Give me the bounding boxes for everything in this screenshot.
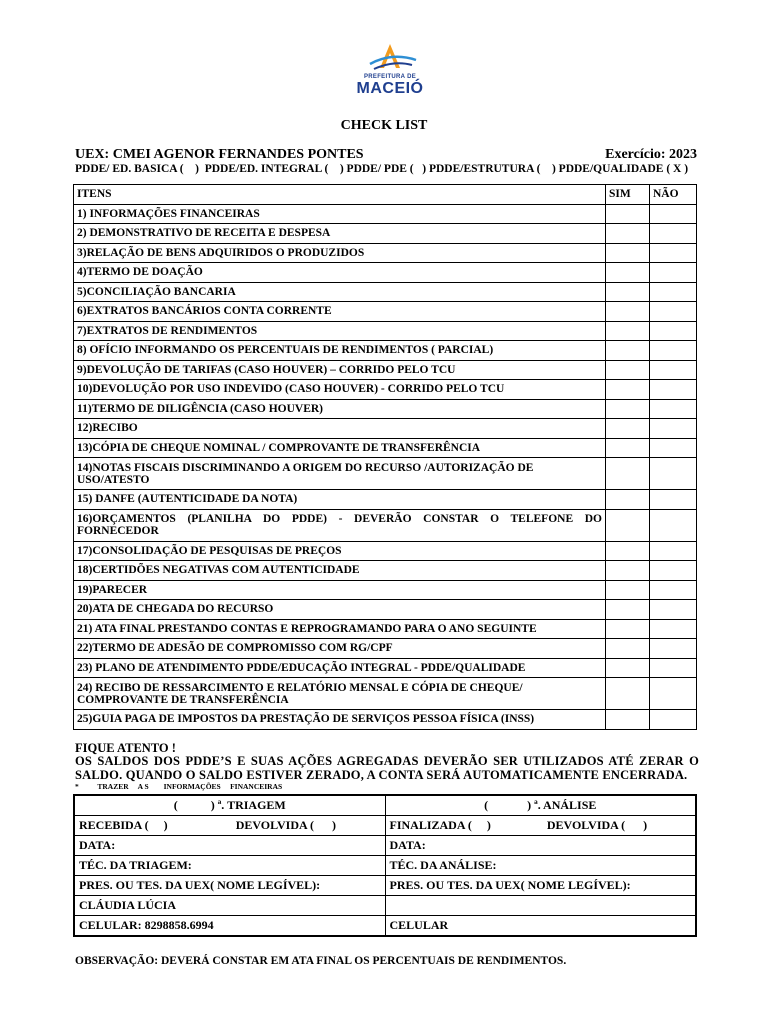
checklist-item-label: 9)DEVOLUÇÃO DE TARIFAS (CASO HOUVER) – CORRIDO PELO TCU [74,360,606,380]
checklist-row [74,561,697,581]
exercise-year: Exercício: 2023 [605,147,697,162]
logo-emblem-icon [340,38,440,74]
nao-checkbox-cell[interactable] [650,619,697,639]
checklist-row [74,509,697,541]
analysis-name-value[interactable] [385,896,696,916]
program-options-text: PDDE/ ED. BASICA ( ) PDDE/ED. INTEGRAL ( ) PDDE/ PDE ( ) PDDE/ESTRUTURA ( ) PDDE/QUALIDADE ( X ) [75,163,689,175]
checklist-item-label: 1) INFORMAÇÕES FINANCEIRAS [74,204,606,224]
nao-checkbox-cell[interactable] [650,580,697,600]
col-nao-header: NÃO [650,185,697,205]
sim-checkbox-cell[interactable] [606,380,650,400]
sim-checkbox-cell[interactable] [606,509,650,541]
returned-checkbox-right[interactable]: DEVOLVIDA ( ) [546,818,648,832]
sim-checkbox-cell[interactable] [606,282,650,302]
checklist-row [74,710,697,730]
checklist-item-label: 14)NOTAS FISCAIS DISCRIMINANDO A ORIGEM DO RECURSO /AUTORIZAÇÃO DE USO/ATESTO [74,458,606,490]
checklist-row [74,204,697,224]
program-options [75,163,688,175]
finalized-checkbox[interactable]: FINALIZADA ( ) [389,818,491,832]
analysis-phone-field[interactable]: CELULAR [385,916,696,937]
checklist-row [74,224,697,244]
nao-checkbox-cell[interactable] [650,561,697,581]
sim-checkbox-cell[interactable] [606,619,650,639]
sim-checkbox-cell[interactable] [606,302,650,322]
checklist-header-row [74,185,697,205]
logo-wordmark: MACEIÓ [356,80,424,97]
analysis-tech-field[interactable]: TÉC. DA ANÁLISE: [385,856,696,876]
checklist-row [74,639,697,659]
checklist-item-label: 7)EXTRATOS DE RENDIMENTOS [74,321,606,341]
notice-title: FIQUE ATENTO ! [75,741,176,755]
analysis-date-field[interactable]: DATA: [385,836,696,856]
received-checkbox[interactable]: RECEBIDA ( ) [79,818,168,832]
checklist-item-label: 2) DEMONSTRATIVO DE RECEITA E DESPESA [74,224,606,244]
sim-checkbox-cell[interactable] [606,224,650,244]
checklist-item-label: 6)EXTRATOS BANCÁRIOS CONTA CORRENTE [74,302,606,322]
nao-checkbox-cell[interactable] [650,710,697,730]
checklist-row [74,541,697,561]
nao-checkbox-cell[interactable] [650,419,697,439]
notice-body: OS SALDOS DOS PDDE’S E SUAS AÇÕES AGREGADAS DEVERÃO SER UTILIZADOS ATÉ ZERAR O SALDO. QUANDO O SALDO ESTIVER ZERADO, A CONTA SERÁ AUTOMATICAMENTE ENCERRADA. [75,754,699,782]
checklist-row [74,490,697,510]
finalized-returned-cell [385,816,696,836]
nao-checkbox-cell[interactable] [650,204,697,224]
sim-checkbox-cell[interactable] [606,204,650,224]
checklist-table [73,184,697,730]
checklist-item-label: 15) DANFE (AUTENTICIDADE DA NOTA) [74,490,606,510]
checklist-item-label: 24) RECIBO DE RESSARCIMENTO E RELATÓRIO MENSAL E CÓPIA DE CHEQUE/ COMPROVANTE DE TRANSFERÊNCIA [74,678,606,710]
triage-header [74,795,385,816]
checklist-item-label: 4)TERMO DE DOAÇÃO [74,263,606,283]
sim-checkbox-cell[interactable] [606,458,650,490]
checklist-item-label: 12)RECIBO [74,419,606,439]
triage-name-value[interactable]: CLÁUDIA LÚCIA [74,896,385,916]
checklist-item-label: 18)CERTIDÕES NEGATIVAS COM AUTENTICIDADE [74,561,606,581]
nao-checkbox-cell[interactable] [650,639,697,659]
sim-checkbox-cell[interactable] [606,490,650,510]
checklist-row [74,419,697,439]
nao-checkbox-cell[interactable] [650,399,697,419]
col-sim-header: SIM [606,185,650,205]
sim-checkbox-cell[interactable] [606,321,650,341]
analysis-president-field[interactable]: PRES. OU TES. DA UEX( NOME LEGÍVEL): [385,876,696,896]
checklist-row [74,658,697,678]
sim-checkbox-cell[interactable] [606,541,650,561]
sim-checkbox-cell[interactable] [606,341,650,361]
checklist-row [74,458,697,490]
returned-checkbox-left[interactable]: DEVOLVIDA ( ) [235,818,337,832]
prefeitura-logo [340,38,440,100]
checklist-row [74,360,697,380]
received-returned-cell [74,816,385,836]
sim-checkbox-cell[interactable] [606,658,650,678]
analysis-header-text: ( ) ª. ANÁLISE [484,798,597,812]
nao-checkbox-cell[interactable] [650,321,697,341]
checklist-item-label: 20)ATA DE CHEGADA DO RECURSO [74,600,606,620]
nao-checkbox-cell[interactable] [650,458,697,490]
nao-checkbox-cell[interactable] [650,509,697,541]
sim-checkbox-cell[interactable] [606,639,650,659]
checklist-row [74,678,697,710]
sim-checkbox-cell[interactable] [606,600,650,620]
sim-checkbox-cell[interactable] [606,419,650,439]
sim-checkbox-cell[interactable] [606,678,650,710]
checklist-row [74,619,697,639]
analysis-header [385,795,696,816]
checklist-item-label: 3)RELAÇÃO DE BENS ADQUIRIDOS O PRODUZIDOS [74,243,606,263]
sim-checkbox-cell[interactable] [606,710,650,730]
checklist-item-label: 5)CONCILIAÇÃO BANCARIA [74,282,606,302]
checklist-item-label: 16)ORÇAMENTOS (PLANILHA DO PDDE) - DEVERÃO CONSTAR O TELEFONE DO FORNECEDOR [74,509,606,541]
nao-checkbox-cell[interactable] [650,490,697,510]
checklist-row [74,243,697,263]
nao-checkbox-cell[interactable] [650,438,697,458]
checklist-row [74,600,697,620]
nao-checkbox-cell[interactable] [650,658,697,678]
triage-tech-field[interactable]: TÉC. DA TRIAGEM: [74,856,385,876]
sim-checkbox-cell[interactable] [606,561,650,581]
triage-president-field[interactable]: PRES. OU TES. DA UEX( NOME LEGÍVEL): [74,876,385,896]
checklist-item-label: 19)PARECER [74,580,606,600]
checklist-row [74,341,697,361]
nao-checkbox-cell[interactable] [650,302,697,322]
sim-checkbox-cell[interactable] [606,263,650,283]
checklist-item-label: 13)CÓPIA DE CHEQUE NOMINAL / COMPROVANTE DE TRANSFERÊNCIA [74,438,606,458]
uex-name: UEX: CMEI AGENOR FERNANDES PONTES [75,147,364,162]
triage-table [73,794,697,937]
checklist-item-label: 8) OFÍCIO INFORMANDO OS PERCENTUAIS DE RENDIMENTOS ( PARCIAL) [74,341,606,361]
sim-checkbox-cell[interactable] [606,399,650,419]
nao-checkbox-cell[interactable] [650,360,697,380]
bring-financial-info-note: * TRAZER A S INFORMAÇÕES FINANCEIRAS [75,782,283,791]
nao-checkbox-cell[interactable] [650,541,697,561]
checklist-item-label: 21) ATA FINAL PRESTANDO CONTAS E REPROGRAMANDO PARA O ANO SEGUINTE [74,619,606,639]
sim-checkbox-cell[interactable] [606,360,650,380]
logo-subtitle: PREFEITURA DE [363,74,416,80]
triage-phone-field[interactable]: CELULAR: 8298858.6994 [74,916,385,937]
nao-checkbox-cell[interactable] [650,282,697,302]
checklist-row [74,399,697,419]
checklist-row [74,263,697,283]
sim-checkbox-cell[interactable] [606,580,650,600]
observation-note: OBSERVAÇÃO: DEVERÁ CONSTAR EM ATA FINAL OS PERCENTUAIS DE RENDIMENTOS. [75,955,567,967]
checklist-row [74,580,697,600]
nao-checkbox-cell[interactable] [650,243,697,263]
checklist-row [74,380,697,400]
nao-checkbox-cell[interactable] [650,224,697,244]
checklist-item-label: 25)GUIA PAGA DE IMPOSTOS DA PRESTAÇÃO DE SERVIÇOS PESSOA FÍSICA (INSS) [74,710,606,730]
nao-checkbox-cell[interactable] [650,341,697,361]
checklist-row [74,282,697,302]
sim-checkbox-cell[interactable] [606,438,650,458]
col-items-header: ITENS [74,185,606,205]
nao-checkbox-cell[interactable] [650,263,697,283]
triage-header-text: ( ) ª. TRIAGEM [173,798,286,812]
checklist-row [74,302,697,322]
checklist-item-label: 22)TERMO DE ADESÃO DE COMPROMISSO COM RG/CPF [74,639,606,659]
page-title: CHECK LIST [340,118,428,133]
checklist-row [74,438,697,458]
checklist-item-label: 17)CONSOLIDAÇÃO DE PESQUISAS DE PREÇOS [74,541,606,561]
nao-checkbox-cell[interactable] [650,678,697,710]
checklist-item-label: 10)DEVOLUÇÃO POR USO INDEVIDO (CASO HOUVER) - CORRIDO PELO TCU [74,380,606,400]
checklist-item-label: 23) PLANO DE ATENDIMENTO PDDE/EDUCAÇÃO INTEGRAL - PDDE/QUALIDADE [74,658,606,678]
checklist-row [74,321,697,341]
sim-checkbox-cell[interactable] [606,243,650,263]
checklist-item-label: 11)TERMO DE DILIGÊNCIA (CASO HOUVER) [74,399,606,419]
nao-checkbox-cell[interactable] [650,600,697,620]
triage-date-field[interactable]: DATA: [74,836,385,856]
nao-checkbox-cell[interactable] [650,380,697,400]
